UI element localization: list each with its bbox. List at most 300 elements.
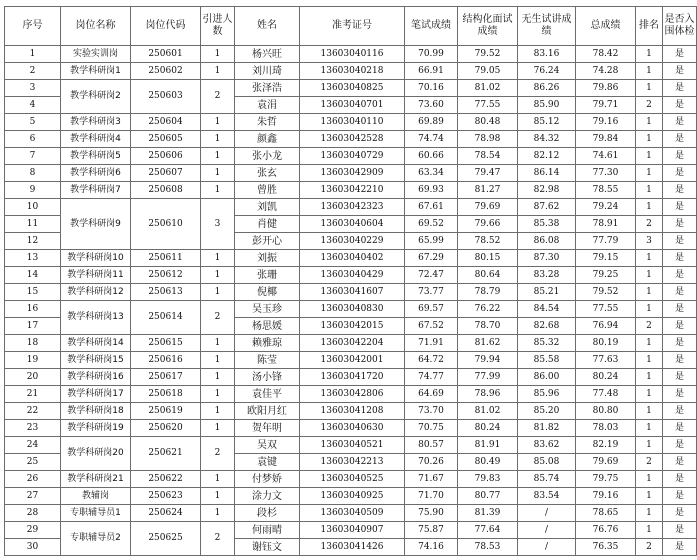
row-lecture: 85.21 — [518, 284, 576, 301]
row-code: 250605 — [131, 131, 201, 148]
row-name: 刘川琦 — [235, 63, 300, 80]
row-lecture: 86.00 — [518, 369, 576, 386]
row-total: 76.94 — [576, 318, 636, 335]
row-name: 汤小锋 — [235, 369, 300, 386]
header-lecture: 无生试讲成绩 — [518, 7, 576, 46]
row-pass: 是 — [663, 199, 697, 216]
row-ticket: 13603042001 — [300, 352, 405, 369]
row-written: 74.77 — [405, 369, 458, 386]
row-total: 78.55 — [576, 182, 636, 199]
row-ticket: 13603042204 — [300, 335, 405, 352]
row-interview: 79.94 — [458, 352, 518, 369]
row-no: 28 — [5, 505, 61, 522]
row-pass: 是 — [663, 250, 697, 267]
row-post: 教学科研岗20 — [61, 437, 131, 471]
row-interview: 80.77 — [458, 488, 518, 505]
table-row — [5, 369, 697, 386]
row-rank: 2 — [636, 318, 663, 335]
row-written: 67.52 — [405, 318, 458, 335]
row-name: 彭开心 — [235, 233, 300, 250]
row-ticket: 13603040729 — [300, 148, 405, 165]
header-total: 总成绩 — [576, 7, 636, 46]
table-row — [5, 131, 697, 148]
row-name: 贺年明 — [235, 420, 300, 437]
row-lecture: 85.74 — [518, 471, 576, 488]
table-row — [5, 505, 697, 522]
row-total: 79.52 — [576, 284, 636, 301]
row-ticket: 13603040825 — [300, 80, 405, 97]
row-code: 250606 — [131, 148, 201, 165]
row-written: 64.72 — [405, 352, 458, 369]
row-total: 79.25 — [576, 267, 636, 284]
row-interview: 77.55 — [458, 97, 518, 114]
row-interview: 80.15 — [458, 250, 518, 267]
row-pass: 是 — [663, 522, 697, 539]
row-written: 74.74 — [405, 131, 458, 148]
row-pass: 是 — [663, 335, 697, 352]
table-row — [5, 284, 697, 301]
row-rank: 1 — [636, 46, 663, 63]
row-code: 250623 — [131, 488, 201, 505]
row-lecture: 76.24 — [518, 63, 576, 80]
row-post: 教学科研岗9 — [61, 199, 131, 250]
row-quota: 1 — [201, 420, 235, 437]
row-rank: 1 — [636, 471, 663, 488]
row-lecture: 83.62 — [518, 437, 576, 454]
row-lecture: 85.90 — [518, 97, 576, 114]
row-interview: 77.99 — [458, 369, 518, 386]
row-pass: 是 — [663, 97, 697, 114]
row-interview: 80.24 — [458, 420, 518, 437]
row-ticket: 13603040229 — [300, 233, 405, 250]
row-quota: 3 — [201, 199, 235, 250]
table-row — [5, 420, 697, 437]
row-no: 6 — [5, 131, 61, 148]
row-no: 18 — [5, 335, 61, 352]
table-body — [5, 46, 697, 556]
row-pass: 是 — [663, 386, 697, 403]
row-no: 19 — [5, 352, 61, 369]
row-quota: 2 — [201, 301, 235, 335]
row-lecture: 82.68 — [518, 318, 576, 335]
row-pass: 是 — [663, 148, 697, 165]
row-quota: 1 — [201, 267, 235, 284]
header-no: 序号 — [5, 7, 61, 46]
row-total: 79.15 — [576, 250, 636, 267]
row-pass: 是 — [663, 369, 697, 386]
row-ticket: 13603040701 — [300, 97, 405, 114]
row-written: 73.70 — [405, 403, 458, 420]
row-name: 刘振 — [235, 250, 300, 267]
row-code: 250608 — [131, 182, 201, 199]
table-row — [5, 301, 697, 318]
row-rank: 1 — [636, 199, 663, 216]
row-rank: 1 — [636, 267, 663, 284]
row-pass: 是 — [663, 420, 697, 437]
row-total: 82.19 — [576, 437, 636, 454]
row-quota: 1 — [201, 182, 235, 199]
row-ticket: 13603040630 — [300, 420, 405, 437]
row-no: 11 — [5, 216, 61, 233]
row-total: 79.71 — [576, 97, 636, 114]
row-rank: 1 — [636, 284, 663, 301]
row-no: 7 — [5, 148, 61, 165]
row-name: 赖雅琼 — [235, 335, 300, 352]
row-rank: 1 — [636, 522, 663, 539]
row-name: 张珊 — [235, 267, 300, 284]
row-pass: 是 — [663, 165, 697, 182]
row-name: 谢钰文 — [235, 539, 300, 556]
row-ticket: 13603042210 — [300, 182, 405, 199]
row-rank: 1 — [636, 250, 663, 267]
row-pass: 是 — [663, 471, 697, 488]
row-total: 77.55 — [576, 301, 636, 318]
row-written: 69.93 — [405, 182, 458, 199]
row-written: 74.16 — [405, 539, 458, 556]
row-code: 250621 — [131, 437, 201, 471]
row-quota: 1 — [201, 284, 235, 301]
row-interview: 81.27 — [458, 182, 518, 199]
row-post: 实验实训岗 — [61, 46, 131, 63]
row-rank: 1 — [636, 182, 663, 199]
row-ticket: 13603041720 — [300, 369, 405, 386]
row-interview: 81.62 — [458, 335, 518, 352]
row-post: 教学科研岗18 — [61, 403, 131, 420]
row-rank: 1 — [636, 165, 663, 182]
row-name: 朱哲 — [235, 114, 300, 131]
row-quota: 1 — [201, 369, 235, 386]
row-name: 陈莹 — [235, 352, 300, 369]
row-total: 78.65 — [576, 505, 636, 522]
row-code: 250611 — [131, 250, 201, 267]
row-interview: 78.52 — [458, 233, 518, 250]
row-name: 吴玉珍 — [235, 301, 300, 318]
row-code: 250602 — [131, 63, 201, 80]
row-interview: 78.98 — [458, 131, 518, 148]
row-quota: 1 — [201, 63, 235, 80]
row-quota: 1 — [201, 488, 235, 505]
row-written: 71.67 — [405, 471, 458, 488]
row-lecture: 86.14 — [518, 165, 576, 182]
row-post: 教学科研岗19 — [61, 420, 131, 437]
row-lecture: 86.26 — [518, 80, 576, 97]
row-no: 4 — [5, 97, 61, 114]
row-ticket: 13603040110 — [300, 114, 405, 131]
row-code: 250617 — [131, 369, 201, 386]
row-written: 71.91 — [405, 335, 458, 352]
row-ticket: 13603042015 — [300, 318, 405, 335]
row-total: 79.24 — [576, 199, 636, 216]
row-post: 教学科研岗3 — [61, 114, 131, 131]
row-total: 77.30 — [576, 165, 636, 182]
row-ticket: 13603040525 — [300, 471, 405, 488]
row-name: 杨兴旺 — [235, 46, 300, 63]
row-name: 倪椰 — [235, 284, 300, 301]
row-interview: 80.49 — [458, 454, 518, 471]
header-pass: 是否入围体检 — [663, 7, 697, 46]
table-row — [5, 46, 697, 63]
row-lecture: 85.12 — [518, 114, 576, 131]
row-interview: 81.39 — [458, 505, 518, 522]
row-interview: 79.52 — [458, 46, 518, 63]
row-rank: 2 — [636, 539, 663, 556]
row-rank: 1 — [636, 386, 663, 403]
row-written: 66.91 — [405, 63, 458, 80]
row-total: 78.91 — [576, 216, 636, 233]
row-name: 袁佳平 — [235, 386, 300, 403]
row-interview: 79.83 — [458, 471, 518, 488]
row-no: 25 — [5, 454, 61, 471]
row-lecture: 87.62 — [518, 199, 576, 216]
row-pass: 是 — [663, 131, 697, 148]
row-total: 80.80 — [576, 403, 636, 420]
row-ticket: 13603040509 — [300, 505, 405, 522]
row-no: 17 — [5, 318, 61, 335]
row-post: 教辅岗 — [61, 488, 131, 505]
row-ticket: 13603040907 — [300, 522, 405, 539]
row-no: 21 — [5, 386, 61, 403]
row-no: 9 — [5, 182, 61, 199]
row-name: 涂力文 — [235, 488, 300, 505]
row-code: 250618 — [131, 386, 201, 403]
row-lecture: 83.16 — [518, 46, 576, 63]
row-interview: 81.02 — [458, 403, 518, 420]
row-code: 250616 — [131, 352, 201, 369]
row-name: 何雨晴 — [235, 522, 300, 539]
row-total: 77.48 — [576, 386, 636, 403]
row-code: 250603 — [131, 80, 201, 114]
row-interview: 78.54 — [458, 148, 518, 165]
row-post: 教学科研岗5 — [61, 148, 131, 165]
row-no: 1 — [5, 46, 61, 63]
table-row — [5, 437, 697, 454]
row-code: 250610 — [131, 199, 201, 250]
row-ticket: 13603042323 — [300, 199, 405, 216]
table-row — [5, 335, 697, 352]
row-total: 74.61 — [576, 148, 636, 165]
row-total: 79.84 — [576, 131, 636, 148]
row-code: 250615 — [131, 335, 201, 352]
row-pass: 是 — [663, 182, 697, 199]
row-rank: 1 — [636, 505, 663, 522]
row-total: 74.28 — [576, 63, 636, 80]
header-rank: 排名 — [636, 7, 663, 46]
row-total: 79.86 — [576, 80, 636, 97]
row-lecture: 86.08 — [518, 233, 576, 250]
row-rank: 1 — [636, 63, 663, 80]
row-no: 14 — [5, 267, 61, 284]
row-name: 吴双 — [235, 437, 300, 454]
table-row — [5, 80, 697, 97]
row-quota: 2 — [201, 80, 235, 114]
row-interview: 79.66 — [458, 216, 518, 233]
row-code: 250624 — [131, 505, 201, 522]
row-pass: 是 — [663, 505, 697, 522]
row-quota: 2 — [201, 437, 235, 471]
row-interview: 78.70 — [458, 318, 518, 335]
table-row — [5, 250, 697, 267]
row-interview: 81.91 — [458, 437, 518, 454]
table-row — [5, 522, 697, 539]
row-interview: 77.64 — [458, 522, 518, 539]
row-rank: 2 — [636, 216, 663, 233]
row-name: 刘凯 — [235, 199, 300, 216]
table-row — [5, 114, 697, 131]
row-no: 13 — [5, 250, 61, 267]
row-written: 70.16 — [405, 80, 458, 97]
row-lecture: / — [518, 522, 576, 539]
row-code: 250604 — [131, 114, 201, 131]
row-pass: 是 — [663, 539, 697, 556]
row-ticket: 13603041208 — [300, 403, 405, 420]
row-code: 250622 — [131, 471, 201, 488]
row-rank: 2 — [636, 454, 663, 471]
row-written: 73.60 — [405, 97, 458, 114]
row-lecture: 85.08 — [518, 454, 576, 471]
row-name: 付梦娇 — [235, 471, 300, 488]
row-rank: 1 — [636, 420, 663, 437]
row-total: 77.63 — [576, 352, 636, 369]
table-row — [5, 403, 697, 420]
row-rank: 2 — [636, 97, 663, 114]
row-post: 专职辅导员2 — [61, 522, 131, 556]
row-no: 20 — [5, 369, 61, 386]
row-no: 29 — [5, 522, 61, 539]
table-row — [5, 199, 697, 216]
row-written: 67.61 — [405, 199, 458, 216]
row-no: 27 — [5, 488, 61, 505]
row-post: 教学科研岗16 — [61, 369, 131, 386]
row-total: 76.35 — [576, 539, 636, 556]
row-rank: 1 — [636, 369, 663, 386]
row-post: 教学科研岗12 — [61, 284, 131, 301]
row-pass: 是 — [663, 352, 697, 369]
row-code: 250625 — [131, 522, 201, 556]
row-written: 64.69 — [405, 386, 458, 403]
row-pass: 是 — [663, 216, 697, 233]
row-rank: 1 — [636, 488, 663, 505]
row-total: 79.16 — [576, 488, 636, 505]
row-pass: 是 — [663, 80, 697, 97]
row-lecture: / — [518, 505, 576, 522]
row-pass: 是 — [663, 488, 697, 505]
row-interview: 80.48 — [458, 114, 518, 131]
row-total: 77.79 — [576, 233, 636, 250]
row-rank: 1 — [636, 114, 663, 131]
row-written: 80.57 — [405, 437, 458, 454]
row-no: 3 — [5, 80, 61, 97]
row-code: 250620 — [131, 420, 201, 437]
row-written: 65.99 — [405, 233, 458, 250]
row-written: 70.75 — [405, 420, 458, 437]
header-code: 岗位代码 — [131, 7, 201, 46]
row-no: 16 — [5, 301, 61, 318]
row-post: 教学科研岗13 — [61, 301, 131, 335]
row-written: 69.89 — [405, 114, 458, 131]
row-name: 袁键 — [235, 454, 300, 471]
row-no: 15 — [5, 284, 61, 301]
row-no: 5 — [5, 114, 61, 131]
row-total: 78.03 — [576, 420, 636, 437]
row-name: 欧阳月红 — [235, 403, 300, 420]
row-post: 教学科研岗1 — [61, 63, 131, 80]
row-rank: 1 — [636, 148, 663, 165]
row-written: 75.90 — [405, 505, 458, 522]
table-row — [5, 488, 697, 505]
row-name: 肖健 — [235, 216, 300, 233]
row-pass: 是 — [663, 437, 697, 454]
results-table — [4, 6, 697, 556]
row-written: 70.26 — [405, 454, 458, 471]
header-written: 笔试成绩 — [405, 7, 458, 46]
row-pass: 是 — [663, 284, 697, 301]
row-ticket: 13603040521 — [300, 437, 405, 454]
table-row — [5, 165, 697, 182]
row-rank: 1 — [636, 301, 663, 318]
row-code: 250614 — [131, 301, 201, 335]
row-total: 79.69 — [576, 454, 636, 471]
row-code: 250607 — [131, 165, 201, 182]
table-row — [5, 148, 697, 165]
row-no: 8 — [5, 165, 61, 182]
row-written: 63.34 — [405, 165, 458, 182]
row-written: 70.99 — [405, 46, 458, 63]
table-row — [5, 182, 697, 199]
header-interview: 结构化面试成绩 — [458, 7, 518, 46]
row-quota: 1 — [201, 46, 235, 63]
row-lecture: 85.38 — [518, 216, 576, 233]
row-lecture: 84.54 — [518, 301, 576, 318]
row-code: 250619 — [131, 403, 201, 420]
row-code: 250613 — [131, 284, 201, 301]
row-quota: 1 — [201, 505, 235, 522]
row-quota: 1 — [201, 386, 235, 403]
row-lecture: 83.54 — [518, 488, 576, 505]
row-name: 张小龙 — [235, 148, 300, 165]
row-quota: 1 — [201, 165, 235, 182]
header-quota: 引进人数 — [201, 7, 235, 46]
header-name: 姓名 — [235, 7, 300, 46]
row-no: 2 — [5, 63, 61, 80]
row-ticket: 13603040604 — [300, 216, 405, 233]
row-rank: 1 — [636, 80, 663, 97]
row-no: 10 — [5, 199, 61, 216]
row-lecture: 85.20 — [518, 403, 576, 420]
row-name: 杨思媛 — [235, 318, 300, 335]
row-post: 教学科研岗17 — [61, 386, 131, 403]
row-ticket: 13603040116 — [300, 46, 405, 63]
row-interview: 79.69 — [458, 199, 518, 216]
row-post: 教学科研岗10 — [61, 250, 131, 267]
row-ticket: 13603040402 — [300, 250, 405, 267]
row-ticket: 13603042909 — [300, 165, 405, 182]
table-row — [5, 63, 697, 80]
header-row — [5, 7, 697, 46]
row-written: 73.77 — [405, 284, 458, 301]
row-lecture: 85.96 — [518, 386, 576, 403]
row-total: 80.24 — [576, 369, 636, 386]
row-pass: 是 — [663, 267, 697, 284]
row-written: 72.47 — [405, 267, 458, 284]
row-no: 12 — [5, 233, 61, 250]
row-ticket: 13603041607 — [300, 284, 405, 301]
row-total: 80.19 — [576, 335, 636, 352]
row-post: 教学科研岗4 — [61, 131, 131, 148]
row-name: 段杉 — [235, 505, 300, 522]
row-quota: 1 — [201, 114, 235, 131]
row-rank: 1 — [636, 335, 663, 352]
row-lecture: 85.32 — [518, 335, 576, 352]
